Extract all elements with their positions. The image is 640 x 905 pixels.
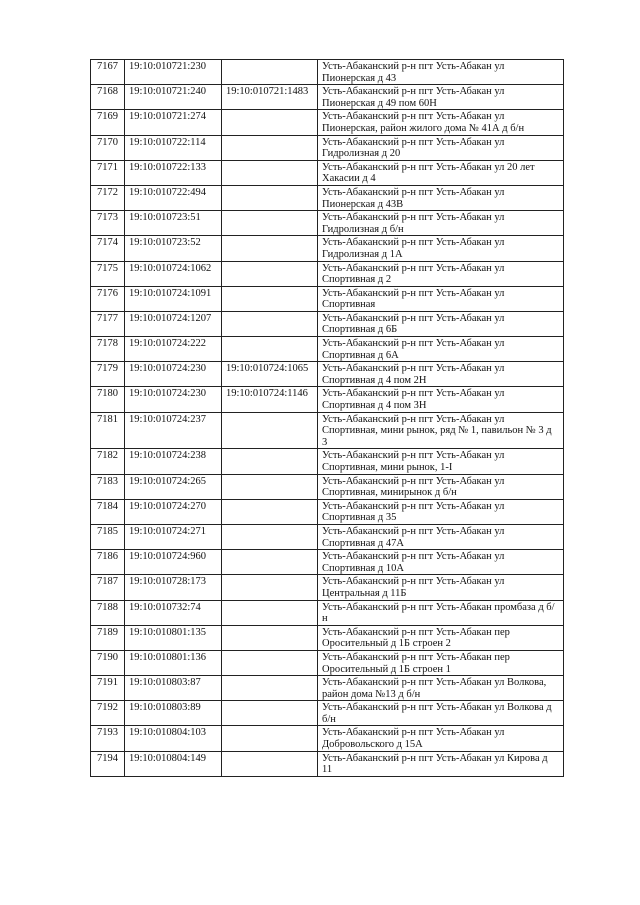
address-cell: Усть-Абаканский р-н пгт Усть-Абакан ул Пионерская д 43В — [318, 185, 564, 210]
table-row — [91, 286, 564, 311]
row-number-cell: 7187 — [91, 575, 125, 600]
row-number-cell: 7190 — [91, 650, 125, 675]
cadastral-number-cell: 19:10:010724:237 — [125, 412, 222, 449]
address-cell: Усть-Абаканский р-н пгт Усть-Абакан ул 20 лет Хакасии д 4 — [318, 160, 564, 185]
registry-table — [90, 59, 564, 777]
table-row — [91, 575, 564, 600]
cadastral-number-cell: 19:10:010732:74 — [125, 600, 222, 625]
table-row — [91, 751, 564, 776]
table-row — [91, 387, 564, 412]
row-number-cell: 7170 — [91, 135, 125, 160]
address-cell: Усть-Абаканский р-н пгт Усть-Абакан пер Оросительный д 1Б строен 2 — [318, 625, 564, 650]
row-number-cell: 7168 — [91, 85, 125, 110]
address-cell: Усть-Абаканский р-н пгт Усть-Абакан ул Спортивная — [318, 286, 564, 311]
address-cell: Усть-Абаканский р-н пгт Усть-Абакан ул Пионерская д 43 — [318, 60, 564, 85]
address-cell: Усть-Абаканский р-н пгт Усть-Абакан промбаза д б/н — [318, 600, 564, 625]
address-cell: Усть-Абаканский р-н пгт Усть-Абакан ул Пионерская, район жилого дома № 41А д б/н — [318, 110, 564, 135]
row-number-cell: 7181 — [91, 412, 125, 449]
cadastral-number-cell: 19:10:010724:1062 — [125, 261, 222, 286]
related-cadastral-number-cell — [222, 575, 318, 600]
row-number-cell: 7169 — [91, 110, 125, 135]
cadastral-number-cell: 19:10:010801:136 — [125, 650, 222, 675]
address-cell: Усть-Абаканский р-н пгт Усть-Абакан ул Пионерская д 49 пом 60Н — [318, 85, 564, 110]
table-row — [91, 85, 564, 110]
table-row — [91, 362, 564, 387]
row-number-cell: 7183 — [91, 474, 125, 499]
table-row — [91, 499, 564, 524]
cadastral-number-cell: 19:10:010801:135 — [125, 625, 222, 650]
related-cadastral-number-cell — [222, 311, 318, 336]
related-cadastral-number-cell: 19:10:010724:1146 — [222, 387, 318, 412]
table-row — [91, 625, 564, 650]
row-number-cell: 7173 — [91, 211, 125, 236]
table-row — [91, 600, 564, 625]
related-cadastral-number-cell — [222, 412, 318, 449]
address-cell: Усть-Абаканский р-н пгт Усть-Абакан ул Спортивная д 6А — [318, 337, 564, 362]
address-cell: Усть-Абаканский р-н пгт Усть-Абакан ул Волкова д б/н — [318, 701, 564, 726]
row-number-cell: 7194 — [91, 751, 125, 776]
cadastral-number-cell: 19:10:010721:240 — [125, 85, 222, 110]
row-number-cell: 7191 — [91, 676, 125, 701]
related-cadastral-number-cell: 19:10:010721:1483 — [222, 85, 318, 110]
table-row — [91, 261, 564, 286]
cadastral-number-cell: 19:10:010803:89 — [125, 701, 222, 726]
related-cadastral-number-cell — [222, 449, 318, 474]
address-cell: Усть-Абаканский р-н пгт Усть-Абакан ул Спортивная д 2 — [318, 261, 564, 286]
row-number-cell: 7175 — [91, 261, 125, 286]
cadastral-number-cell: 19:10:010721:274 — [125, 110, 222, 135]
row-number-cell: 7171 — [91, 160, 125, 185]
related-cadastral-number-cell — [222, 701, 318, 726]
related-cadastral-number-cell — [222, 135, 318, 160]
row-number-cell: 7167 — [91, 60, 125, 85]
related-cadastral-number-cell — [222, 625, 318, 650]
address-cell: Усть-Абаканский р-н пгт Усть-Абакан ул Спортивная д 10А — [318, 550, 564, 575]
related-cadastral-number-cell — [222, 236, 318, 261]
address-cell: Усть-Абаканский р-н пгт Усть-Абакан ул Спортивная, мини рынок, ряд № 1, павильон № 3 д 3 — [318, 412, 564, 449]
related-cadastral-number-cell — [222, 160, 318, 185]
cadastral-number-cell: 19:10:010804:149 — [125, 751, 222, 776]
table-row — [91, 650, 564, 675]
related-cadastral-number-cell — [222, 676, 318, 701]
cadastral-number-cell: 19:10:010724:230 — [125, 387, 222, 412]
related-cadastral-number-cell — [222, 261, 318, 286]
cadastral-number-cell: 19:10:010724:1207 — [125, 311, 222, 336]
address-cell: Усть-Абаканский р-н пгт Усть-Абакан ул Гидролизная д 20 — [318, 135, 564, 160]
row-number-cell: 7172 — [91, 185, 125, 210]
table-row — [91, 185, 564, 210]
related-cadastral-number-cell — [222, 110, 318, 135]
cadastral-number-cell: 19:10:010722:133 — [125, 160, 222, 185]
related-cadastral-number-cell — [222, 60, 318, 85]
cadastral-number-cell: 19:10:010723:52 — [125, 236, 222, 261]
related-cadastral-number-cell: 19:10:010724:1065 — [222, 362, 318, 387]
row-number-cell: 7180 — [91, 387, 125, 412]
address-cell: Усть-Абаканский р-н пгт Усть-Абакан ул Спортивная д 4 пом 2Н — [318, 362, 564, 387]
cadastral-number-cell: 19:10:010722:114 — [125, 135, 222, 160]
address-cell: Усть-Абаканский р-н пгт Усть-Абакан пер Оросительный д 1Б строен 1 — [318, 650, 564, 675]
row-number-cell: 7182 — [91, 449, 125, 474]
registry-table-body — [91, 60, 564, 777]
cadastral-number-cell: 19:10:010721:230 — [125, 60, 222, 85]
cadastral-number-cell: 19:10:010724:222 — [125, 337, 222, 362]
table-row — [91, 211, 564, 236]
table-row — [91, 135, 564, 160]
table-row — [91, 726, 564, 751]
cadastral-number-cell: 19:10:010724:270 — [125, 499, 222, 524]
related-cadastral-number-cell — [222, 524, 318, 549]
related-cadastral-number-cell — [222, 286, 318, 311]
cadastral-number-cell: 19:10:010724:230 — [125, 362, 222, 387]
address-cell: Усть-Абаканский р-н пгт Усть-Абакан ул Спортивная д 4 пом 3Н — [318, 387, 564, 412]
row-number-cell: 7188 — [91, 600, 125, 625]
address-cell: Усть-Абаканский р-н пгт Усть-Абакан ул Спортивная, мини рынок, 1-I — [318, 449, 564, 474]
row-number-cell: 7192 — [91, 701, 125, 726]
cadastral-number-cell: 19:10:010722:494 — [125, 185, 222, 210]
row-number-cell: 7185 — [91, 524, 125, 549]
related-cadastral-number-cell — [222, 211, 318, 236]
address-cell: Усть-Абаканский р-н пгт Усть-Абакан ул Волкова, район дома №13 д б/н — [318, 676, 564, 701]
related-cadastral-number-cell — [222, 550, 318, 575]
related-cadastral-number-cell — [222, 185, 318, 210]
row-number-cell: 7189 — [91, 625, 125, 650]
related-cadastral-number-cell — [222, 726, 318, 751]
address-cell: Усть-Абаканский р-н пгт Усть-Абакан ул Кирова д 11 — [318, 751, 564, 776]
table-row — [91, 449, 564, 474]
address-cell: Усть-Абаканский р-н пгт Усть-Абакан ул Спортивная д 35 — [318, 499, 564, 524]
related-cadastral-number-cell — [222, 474, 318, 499]
related-cadastral-number-cell — [222, 600, 318, 625]
table-row — [91, 701, 564, 726]
related-cadastral-number-cell — [222, 650, 318, 675]
address-cell: Усть-Абаканский р-н пгт Усть-Абакан ул Добровольского д 15А — [318, 726, 564, 751]
table-row — [91, 337, 564, 362]
related-cadastral-number-cell — [222, 337, 318, 362]
cadastral-number-cell: 19:10:010724:265 — [125, 474, 222, 499]
address-cell: Усть-Абаканский р-н пгт Усть-Абакан ул Гидролизная д 1А — [318, 236, 564, 261]
cadastral-number-cell: 19:10:010804:103 — [125, 726, 222, 751]
row-number-cell: 7178 — [91, 337, 125, 362]
related-cadastral-number-cell — [222, 751, 318, 776]
cadastral-number-cell: 19:10:010723:51 — [125, 211, 222, 236]
row-number-cell: 7177 — [91, 311, 125, 336]
table-row — [91, 550, 564, 575]
table-row — [91, 160, 564, 185]
row-number-cell: 7186 — [91, 550, 125, 575]
address-cell: Усть-Абаканский р-н пгт Усть-Абакан ул Спортивная д 47А — [318, 524, 564, 549]
table-row — [91, 412, 564, 449]
related-cadastral-number-cell — [222, 499, 318, 524]
cadastral-number-cell: 19:10:010724:238 — [125, 449, 222, 474]
cadastral-number-cell: 19:10:010724:1091 — [125, 286, 222, 311]
address-cell: Усть-Абаканский р-н пгт Усть-Абакан ул Спортивная д 6Б — [318, 311, 564, 336]
table-row — [91, 474, 564, 499]
table-row — [91, 236, 564, 261]
table-row — [91, 110, 564, 135]
table-row — [91, 676, 564, 701]
address-cell: Усть-Абаканский р-н пгт Усть-Абакан ул Гидролизная д б/н — [318, 211, 564, 236]
cadastral-number-cell: 19:10:010803:87 — [125, 676, 222, 701]
cadastral-number-cell: 19:10:010728:173 — [125, 575, 222, 600]
cadastral-number-cell: 19:10:010724:960 — [125, 550, 222, 575]
row-number-cell: 7174 — [91, 236, 125, 261]
row-number-cell: 7193 — [91, 726, 125, 751]
cadastral-number-cell: 19:10:010724:271 — [125, 524, 222, 549]
address-cell: Усть-Абаканский р-н пгт Усть-Абакан ул Центральная д 11Б — [318, 575, 564, 600]
table-row — [91, 60, 564, 85]
address-cell: Усть-Абаканский р-н пгт Усть-Абакан ул Спортивная, минирынок д б/н — [318, 474, 564, 499]
row-number-cell: 7184 — [91, 499, 125, 524]
row-number-cell: 7179 — [91, 362, 125, 387]
row-number-cell: 7176 — [91, 286, 125, 311]
table-row — [91, 524, 564, 549]
table-row — [91, 311, 564, 336]
